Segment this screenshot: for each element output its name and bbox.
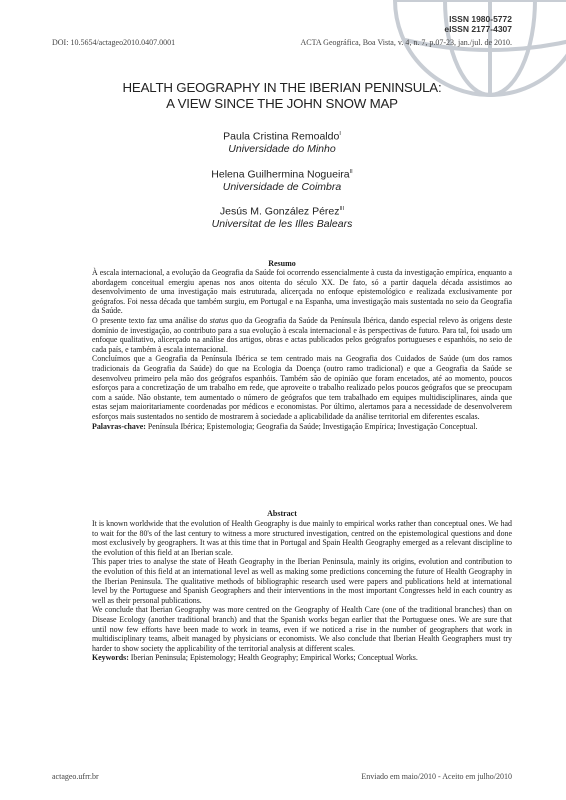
author-mark: III	[339, 206, 345, 212]
keywords-text: Iberian Peninsula; Epistemology; Health Geography; Empirical Works; Conceptual Works.	[128, 653, 418, 663]
keywords-text: Península Ibérica; Epistemologia; Geografia da Saúde; Investigação Empírica; Investigação Conceptual.	[145, 421, 478, 431]
abstract-paragraph-1: It is known worldwide that the evolution of Health Geography is due mainly to empirical works rather than conceptual ones. We had to wait for the 80's of the last century to witness a more structured investigation, centred on the epistemological questions and done most exclusively by geographers. It was at this time that in Portugal and Spain Health Geography emerged as a relevant discipline to the evolution of this field at an Iberian scale.	[92, 519, 512, 557]
resumo-paragraph-3: Concluímos que a Geografia da Península Ibérica se tem centrado mais na Geografia dos Cuidados de Saúde (um dos ramos tradicionais da Geografia da Saúde) do que na Ecologia da Doença (outro ramo tradicional) e que a Geografia da Saúde se desenvolveu primeiro pela mão dos geógrafos espanhóis. Também são de opinião que foram encetados, até ao momento, poucos esforços para a concretização de um trabalho em rede, que aproveite o trabalho realizado pelos poucos geógrafos que se preocupam com a saúde. Não obstante, tem aumentado o número de geógrafos que tem trabalhado em equipes multidisciplinares, ainda que estas sejam maioritariamente coordenadas por médicos e economistas. Por último, alertamos para a necessidade de desenvolverem esforços mais sustentados no sentido de mostrarem à sociedade a aplicabilidade da análise territorial em diferentes escalas.	[92, 354, 512, 421]
author-3	[52, 203, 512, 230]
issn: ISSN 1980-5772	[449, 14, 512, 24]
title-line-2: A VIEW SINCE THE JOHN SNOW MAP	[166, 96, 398, 111]
submission-dates: Enviado em maio/2010 - Aceito em julho/2010	[361, 772, 512, 781]
abstract-body	[92, 519, 512, 663]
resumo-paragraph-1: À escala internacional, a evolução da Geografia da Saúde foi ocorrendo essencialmente à custa da investigação empírica, enquanto a abordagem conceitual emergiu apenas nos anos oitenta do século XX. De fato, só a partir daquela década assistimos ao desenvolvimento de uma investigação mais estruturada, alicerçada no enfoque epistemológico e realizada exclusivamente por geógrafos. Foi nessa década que também surgiu, em Portugal e na Espanha, uma investigação mais sustentada no seio da Geografia da Saúde.	[92, 268, 512, 316]
author-name: Helena Guilhermina Nogueira	[211, 168, 350, 181]
author-affiliation: Universidade do Minho	[228, 142, 336, 155]
resumo-p2-text: O presente texto faz uma análise do	[92, 315, 210, 325]
author-name: Jesús M. González Pérez	[219, 205, 340, 218]
resumo-body	[92, 268, 512, 431]
abstract-paragraph-2: This paper tries to analyse the state of Heath Geography in the Iberian Peninsula, mainly its origins, evolution and contribution to the evolution of this field at an international level as well as making some predictions concerning the future of Health Geography in the Iberian Peninsula. The qualitative methods of bibliographic research used were papers and publications held at international level by the Portuguese and Spanish Geographers and their interventions in the most important Congresses held in each country as well as their personal publications.	[92, 557, 512, 605]
resumo-keywords	[92, 422, 512, 432]
resumo-paragraph-2	[92, 316, 512, 354]
paper-title	[52, 80, 512, 112]
author-mark: II	[349, 169, 353, 175]
resumo-p2-text-rest: da Geografia da Saúde da Península Ibérica, dando especial relevo às origens deste domínio de investigação, ao contributo para a sua evolução à escala internacional e às perspectivas de futuro. Para tal, foi usado um enfoque qualitativo, alicerçado na análise dos artigos, obras e actas publicados pelos geógrafos portugueses e espanhóis, no seio de cada país, e também à escala internacional.	[92, 315, 512, 354]
resumo-heading: Resumo	[268, 259, 296, 268]
title-line-1: HEALTH GEOGRAPHY IN THE IBERIAN PENINSULA:	[122, 80, 442, 95]
author-2	[52, 166, 512, 193]
author-1	[52, 128, 512, 155]
abstract-paragraph-3: We conclude that Iberian Geography was more centred on the Geography of Health Care (one of the traditional branches) than on Disease Ecology (another traditional branch) and that the Spanish works began earlier that the Portuguese ones. We are sure that until now few efforts have been made to work in teams, even if we noticed a rise in the number of geographers that work in multidisciplinary teams, albeit managed by physicians or economists. We also conclude that Iberian Health Geographers must try harder to show society the applicability of the territorial analysis at different scales.	[92, 605, 512, 653]
eissn: eISSN 2177-4307	[444, 24, 512, 34]
author-name: Paula Cristina Remoaldo	[223, 130, 340, 143]
author-mark: I	[339, 131, 341, 137]
site-link[interactable]: actageo.ufrr.br	[52, 772, 99, 781]
keywords-label: Keywords:	[92, 653, 129, 663]
author-affiliation: Universitat de les Illes Balears	[211, 217, 353, 230]
abstract-heading: Abstract	[267, 509, 297, 518]
resumo-p2-emphasis: status quo	[209, 315, 243, 325]
author-affiliation: Universidade de Coimbra	[222, 180, 342, 193]
doi: DOI: 10.5654/actageo2010.0407.0001	[52, 38, 176, 47]
abstract-keywords	[92, 653, 512, 663]
journal-reference: ACTA Geográfica, Boa Vista, v. 4, n. 7, p.07-23, jan./jul. de 2010.	[300, 38, 512, 47]
keywords-label: Palavras-chave:	[92, 421, 146, 431]
issn-block	[444, 14, 512, 34]
